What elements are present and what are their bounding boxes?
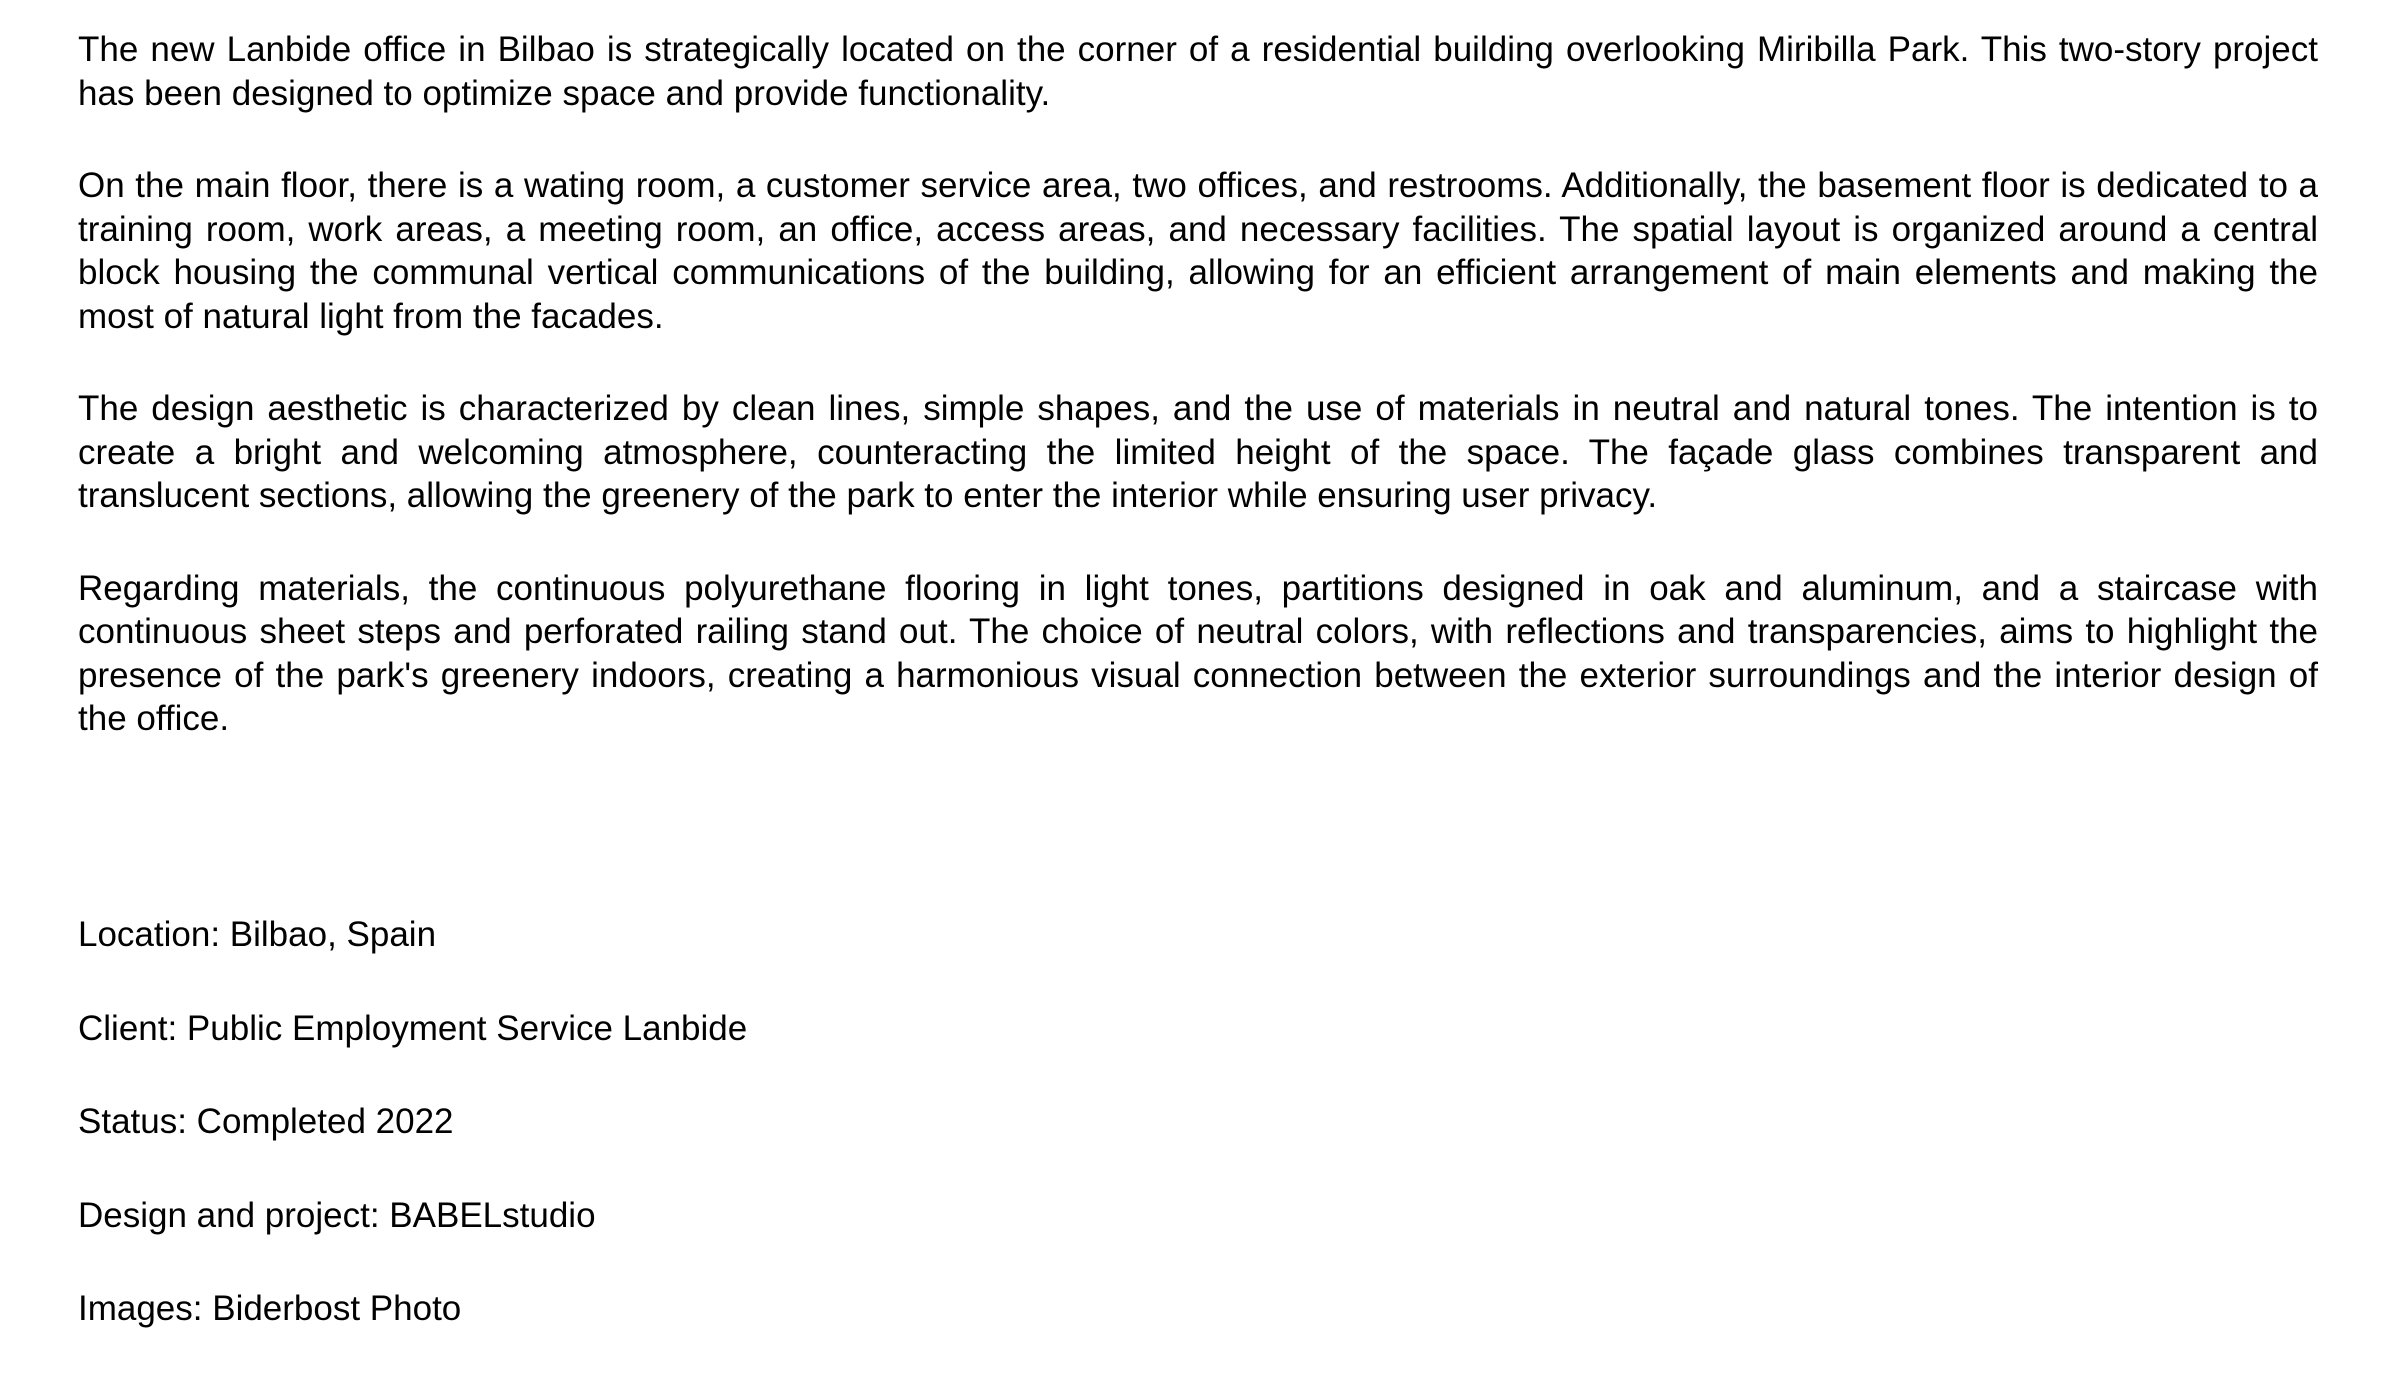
detail-location: Location: Bilbao, Spain <box>78 915 437 954</box>
detail-client: Client: Public Employment Service Lanbide <box>78 1008 748 1048</box>
project-details <box>78 908 1578 1376</box>
project-description <box>78 28 2318 741</box>
detail-images: Images: Biderbost Photo <box>78 1289 462 1328</box>
detail-status: Status: Completed 2022 <box>78 1102 454 1141</box>
paragraph-design: The design aesthetic is characterized by clean lines, simple shapes, and the use of materials in neutral and natural tones. The intention is to create a bright and welcoming atmosphere, counteracting the limited height of the space. The façade glass combines transparent and translucent sections, allowing the greenery of the park to enter the interior while ensuring user privacy. <box>78 389 2318 515</box>
paragraph-floors: On the main floor, there is a wating room, a customer service area, two offices, and restrooms. Additionally, the basement floor is dedicated to a training room, work areas, a meeting room, an office, access areas, and necessary facilities. The spatial layout is organized around a central block housing the communal vertical communications of the building, allowing for an efficient arrangement of main elements and making the most of natural light from the facades. <box>78 166 2318 336</box>
detail-design: Design and project: BABELstudio <box>78 1195 596 1235</box>
paragraph-intro: The new Lanbide office in Bilbao is strategically located on the corner of a residential building overlooking Miribilla Park. This two-story project has been designed to optimize space and provide functionality. <box>78 30 2318 113</box>
paragraph-materials: Regarding materials, the continuous polyurethane flooring in light tones, partitions designed in oak and aluminum, and a staircase with continuous sheet steps and perforated railing stand out. The choice of neutral colors, with reflections and transparencies, aims to highlight the presence of the park's greenery indoors, creating a harmonious visual connection between the exterior surroundings and the interior design of the office. <box>78 568 2318 738</box>
